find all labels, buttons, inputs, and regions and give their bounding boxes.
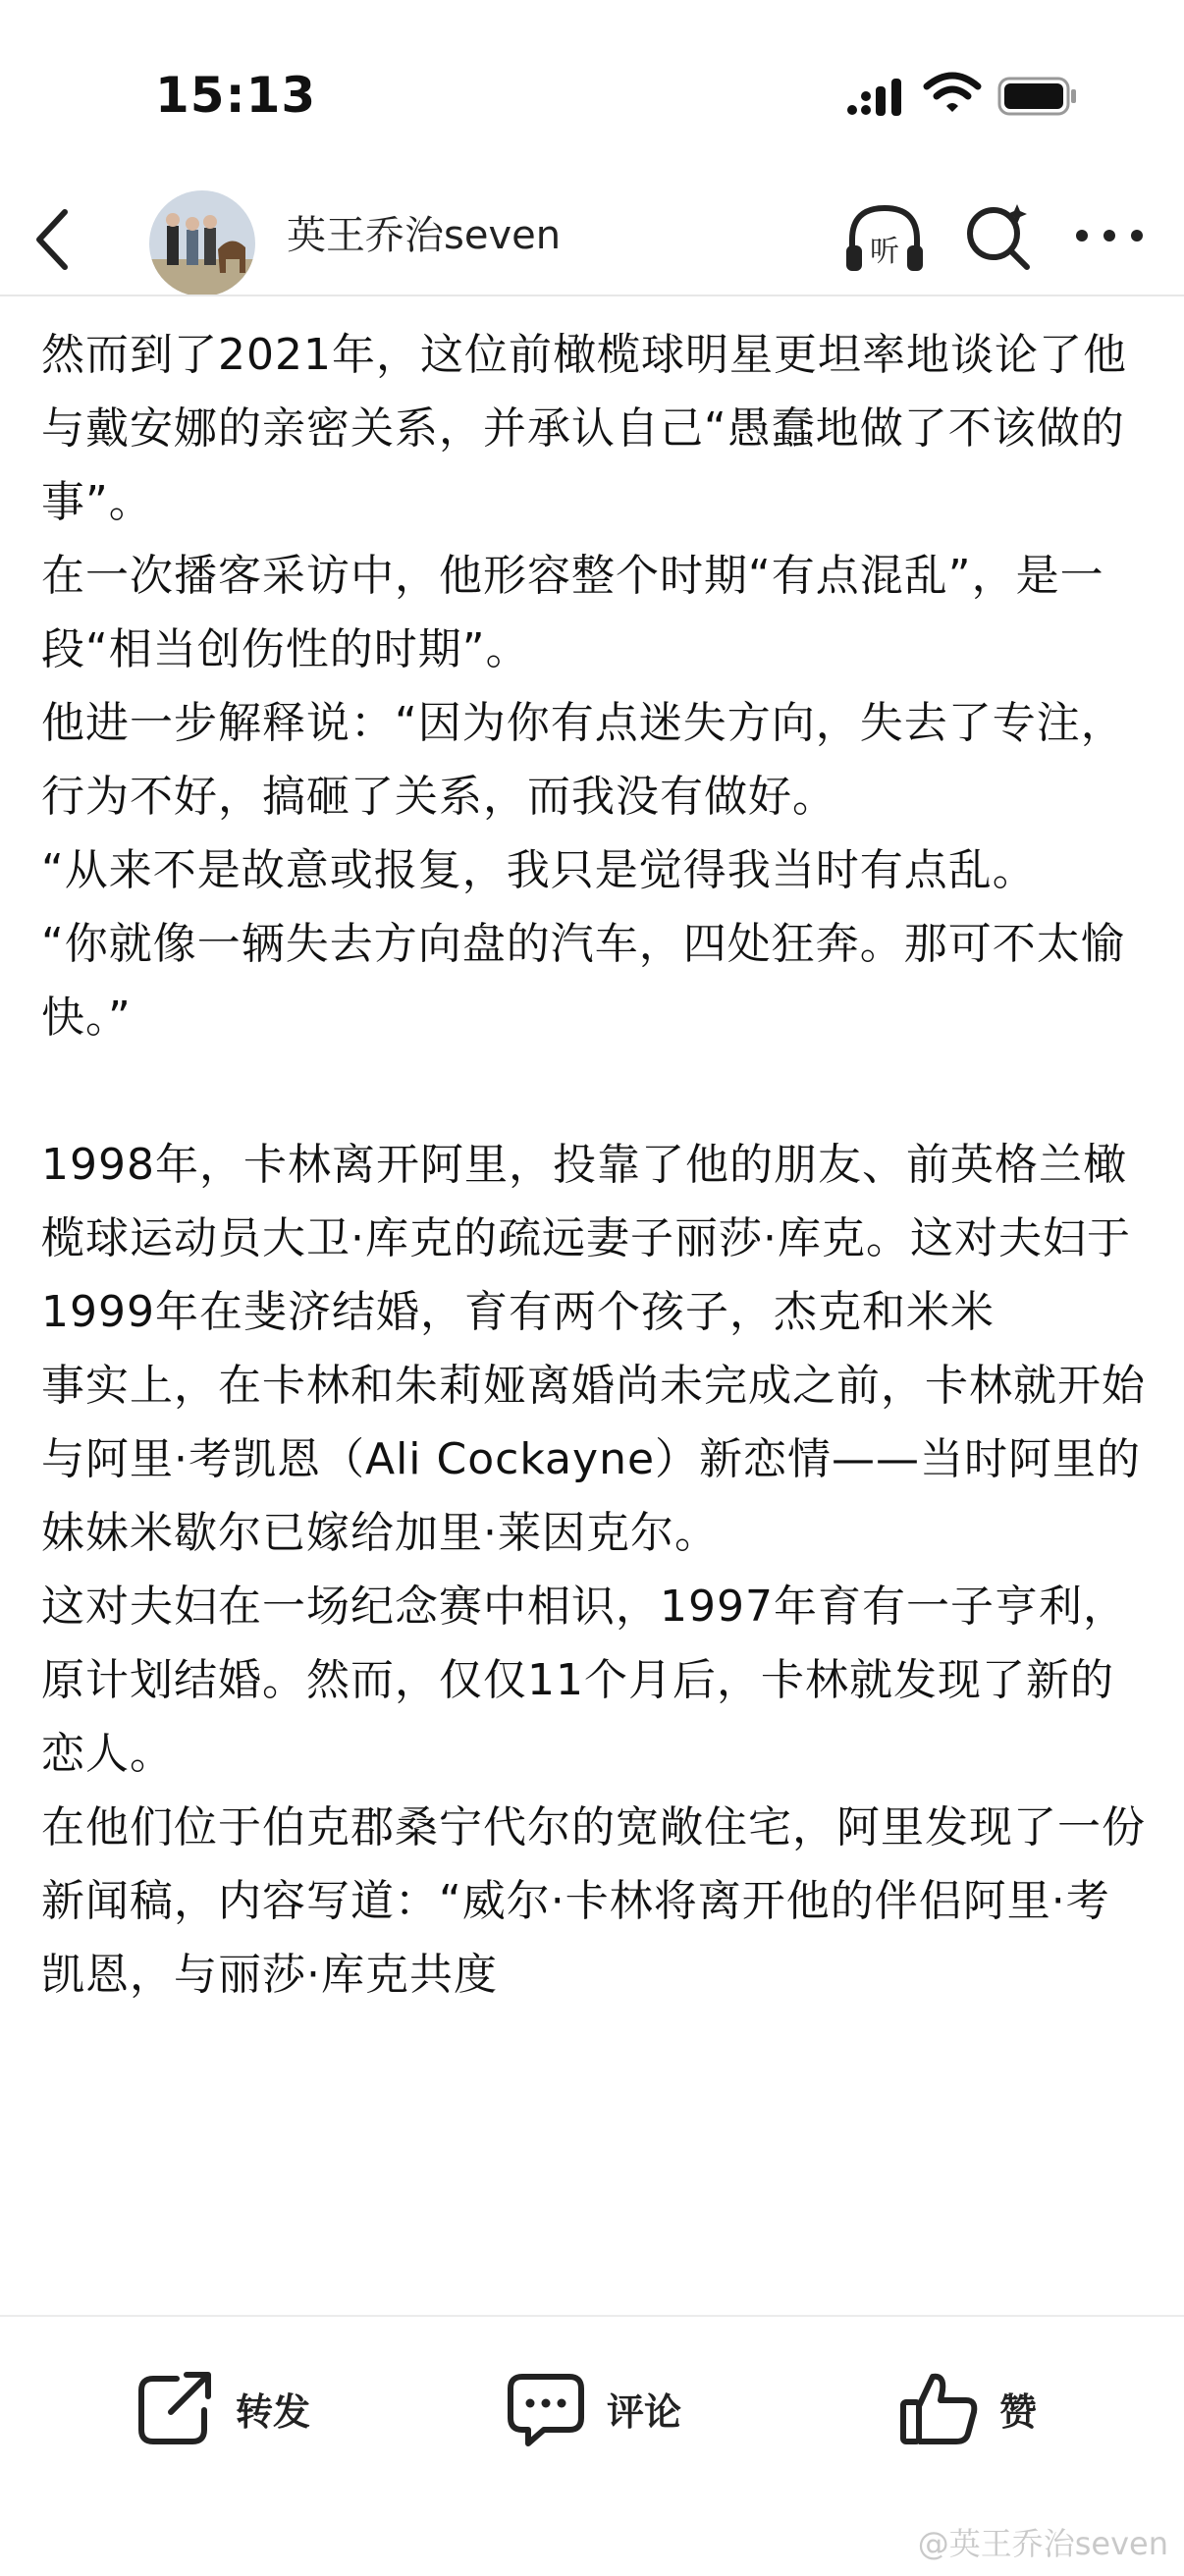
paragraph: 然而到了2021年，这位前橄榄球明星更坦率地谈论了他与戴安娜的亲密关系，并承认自己“愚蠢地做了不该做的事”。 <box>41 330 1127 527</box>
repost-button[interactable] <box>134 2364 310 2452</box>
article-body <box>41 318 1151 2311</box>
battery-icon <box>997 77 1078 116</box>
comment-button[interactable] <box>505 2364 681 2452</box>
paragraph: “你就像一辆失去方向盘的汽车，四处狂奔。那可不太愉快。” <box>41 919 1125 1043</box>
search-icon[interactable] <box>962 200 1033 271</box>
action-bar <box>0 2315 1184 2576</box>
thumbs-up-icon <box>897 2367 980 2449</box>
paragraph: 在一次播客采访中，他形容整个时期“有点混乱”，是一段“相当创伤性的时期”。 <box>41 551 1104 674</box>
paragraph: 1998年，卡林离开阿里，投靠了他的朋友、前英格兰橄榄球运动员大卫·库克的疏远妻子丽莎·库克。这对夫妇于1999年在斐济结婚，育有两个孩子，杰克和米米 <box>41 1140 1131 1337</box>
paragraph: 这对夫妇在一场纪念赛中相识，1997年育有一子亨利，原计划结婚。然而，仅仅11个月后，卡林就发现了新的恋人。 <box>41 1582 1127 1779</box>
like-button[interactable] <box>897 2364 1037 2452</box>
status-bar <box>0 0 1184 187</box>
repost-label: 转发 <box>236 2389 311 2434</box>
nav-bar <box>0 187 1184 296</box>
paragraph: 事实上，在卡林和朱莉娅离婚尚未完成之前，卡林就开始与阿里·考凯恩（Ali Cockayne）新恋情——当时阿里的妹妹米歇尔已嫁给加里·莱因克尔。 <box>41 1361 1146 1558</box>
paragraph: 他进一步解释说：“因为你有点迷失方向，失去了专注，行为不好，搞砸了关系，而我没有做好。 <box>41 698 1125 822</box>
status-time: 15:13 <box>155 67 317 124</box>
watermark: @英王乔治seven <box>917 2525 1168 2562</box>
like-label: 赞 <box>999 2389 1038 2434</box>
comment-label: 评论 <box>607 2389 682 2434</box>
comment-icon <box>505 2367 587 2449</box>
svg-text:听: 听 <box>870 235 899 269</box>
author-name[interactable]: 英王乔治seven <box>287 213 562 258</box>
signal-icon <box>846 77 905 118</box>
repost-icon <box>134 2367 216 2449</box>
nav-divider <box>0 295 1184 296</box>
more-icon[interactable] <box>1070 216 1149 255</box>
paragraph: “从来不是故意或报复，我只是觉得我当时有点乱。 <box>41 845 1037 895</box>
back-icon[interactable] <box>29 206 73 273</box>
avatar[interactable] <box>149 190 255 296</box>
paragraph: 在他们位于伯克郡桑宁代尔的宽敞住宅，阿里发现了一份新闻稿，内容写道：“威尔·卡林将离开他的伴侣阿里·考凯恩，与丽莎·库克共度 <box>41 1802 1146 2000</box>
wifi-icon <box>923 71 982 116</box>
listen-icon[interactable] <box>842 198 927 283</box>
